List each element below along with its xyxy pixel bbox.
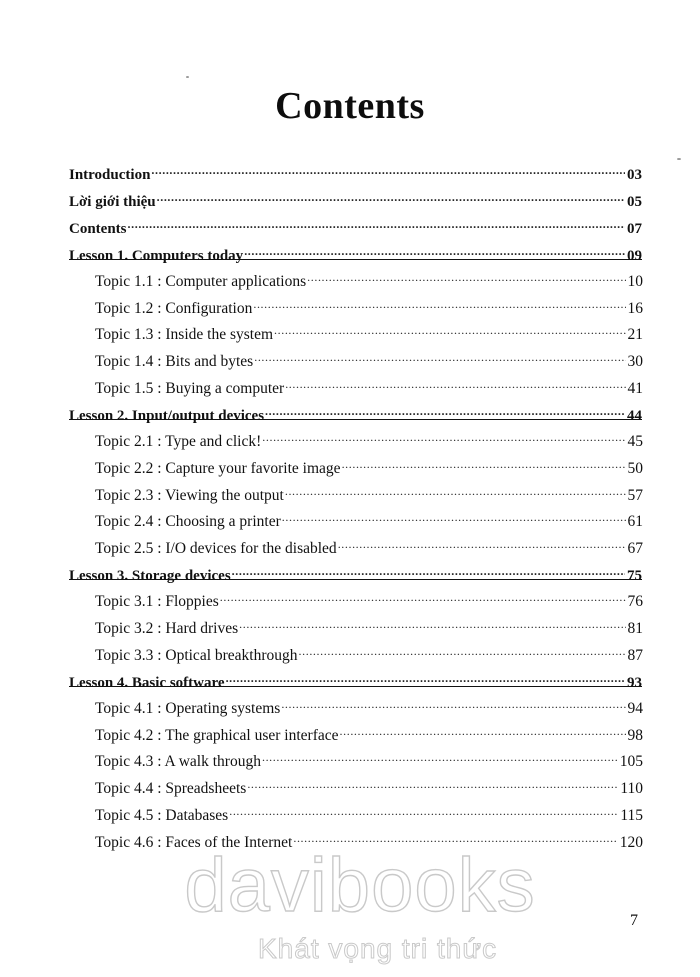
toc-entry-label: Lesson 1. Computers today bbox=[69, 248, 244, 264]
dot-leader bbox=[239, 611, 625, 633]
toc-entry-page: 98 bbox=[627, 727, 643, 744]
toc-entry-label: Lesson 2. Input/output devices bbox=[69, 408, 265, 424]
dot-leader bbox=[285, 478, 626, 500]
toc-entry-topic-2-1[interactable] bbox=[95, 424, 643, 450]
dot-leader bbox=[299, 638, 626, 660]
toc-entry-label: Lesson 4. Basic software bbox=[69, 675, 225, 691]
toc-entry-label: Topic 2.1 : Type and click! bbox=[95, 433, 262, 450]
toc-entry-topic-2-5[interactable] bbox=[95, 531, 643, 557]
toc-entry-contents[interactable] bbox=[69, 211, 642, 237]
toc-entry-topic-1-4[interactable] bbox=[95, 344, 643, 370]
toc-entry-loi-gioi-thieu[interactable] bbox=[69, 184, 642, 210]
toc-entry-page: 09 bbox=[627, 248, 642, 264]
dot-leader bbox=[281, 691, 625, 713]
dot-leader bbox=[307, 264, 625, 286]
toc-entry-page: 44 bbox=[627, 408, 642, 424]
toc-entry-page: 115 bbox=[620, 807, 643, 824]
section-rule bbox=[69, 259, 642, 260]
section-rule bbox=[69, 686, 642, 687]
section-rule bbox=[69, 419, 642, 420]
dot-leader bbox=[265, 398, 625, 420]
toc-entry-topic-2-4[interactable] bbox=[95, 504, 643, 530]
toc-entry-label: Topic 3.1 : Floppies bbox=[95, 593, 219, 610]
toc-entry-page: 45 bbox=[627, 433, 643, 450]
toc-entry-label: Lời giới thiệu bbox=[69, 194, 156, 210]
toc-entry-page: 50 bbox=[627, 460, 643, 477]
dot-leader bbox=[253, 291, 625, 313]
dot-leader bbox=[254, 344, 625, 366]
dot-leader bbox=[340, 718, 626, 740]
scan-speck bbox=[186, 76, 189, 78]
toc-entry-lesson-4[interactable] bbox=[69, 665, 642, 691]
toc-entry-label: Topic 2.5 : I/O devices for the disabled bbox=[95, 540, 337, 557]
dot-leader bbox=[220, 584, 626, 606]
toc-entry-page: 57 bbox=[627, 487, 643, 504]
toc-entry-topic-2-3[interactable] bbox=[95, 478, 643, 504]
toc-entry-label: Contents bbox=[69, 221, 127, 237]
toc-entry-label: Topic 4.1 : Operating systems bbox=[95, 700, 281, 717]
toc-entry-topic-1-2[interactable] bbox=[95, 291, 643, 317]
dot-leader bbox=[229, 798, 618, 820]
page-title: Contents bbox=[275, 85, 425, 127]
toc-entry-page: 87 bbox=[627, 647, 643, 664]
toc-entry-page: 30 bbox=[627, 353, 643, 370]
toc-entry-topic-1-1[interactable] bbox=[95, 264, 643, 290]
toc-entry-label: Introduction bbox=[69, 167, 151, 183]
watermark-brand: davibooks bbox=[184, 843, 536, 928]
toc-entry-label: Topic 1.3 : Inside the system bbox=[95, 326, 274, 343]
dot-leader bbox=[244, 238, 625, 260]
dot-leader bbox=[247, 771, 618, 793]
toc-entry-topic-3-2[interactable] bbox=[95, 611, 643, 637]
toc-entry-lesson-2[interactable] bbox=[69, 398, 642, 424]
dot-leader bbox=[226, 665, 625, 687]
toc-entry-label: Topic 2.3 : Viewing the output bbox=[95, 487, 284, 504]
toc-entry-label: Topic 4.6 : Faces of the Internet bbox=[95, 834, 293, 851]
dot-leader bbox=[282, 504, 626, 526]
dot-leader bbox=[157, 184, 625, 206]
scan-speck bbox=[677, 158, 681, 160]
toc-entry-page: 76 bbox=[627, 593, 643, 610]
toc-entry-page: 03 bbox=[627, 167, 642, 183]
toc-entry-lesson-3[interactable] bbox=[69, 558, 642, 584]
toc-entry-label: Topic 3.2 : Hard drives bbox=[95, 620, 239, 637]
toc-entry-page: 21 bbox=[627, 326, 643, 343]
toc-entry-topic-4-3[interactable] bbox=[95, 744, 643, 770]
toc-entry-label: Topic 4.4 : Spreadsheets bbox=[95, 780, 247, 797]
toc-entry-topic-3-3[interactable] bbox=[95, 638, 643, 664]
toc-entry-label: Topic 1.2 : Configuration bbox=[95, 300, 253, 317]
dot-leader bbox=[338, 531, 626, 553]
toc-entry-topic-4-4[interactable] bbox=[95, 771, 643, 797]
dot-leader bbox=[342, 451, 626, 473]
page-number: 7 bbox=[630, 912, 638, 929]
toc-entry-topic-1-5[interactable] bbox=[95, 371, 643, 397]
toc-entry-lesson-1[interactable] bbox=[69, 238, 642, 264]
dot-leader bbox=[262, 744, 618, 766]
toc-entry-page: 07 bbox=[627, 221, 642, 237]
toc-entry-label: Lesson 3. Storage devices bbox=[69, 568, 231, 584]
toc-entry-page: 41 bbox=[627, 380, 643, 397]
dot-leader bbox=[262, 424, 625, 446]
toc-entry-topic-1-3[interactable] bbox=[95, 317, 643, 343]
toc-entry-topic-4-1[interactable] bbox=[95, 691, 643, 717]
dot-leader bbox=[128, 211, 625, 233]
toc-entry-label: Topic 1.5 : Buying a computer bbox=[95, 380, 285, 397]
watermark-tagline: Khát vọng tri thức bbox=[258, 933, 498, 964]
section-rule bbox=[69, 579, 642, 580]
toc-entry-page: 05 bbox=[627, 194, 642, 210]
dot-leader bbox=[232, 558, 625, 580]
toc-entry-label: Topic 4.2 : The graphical user interface bbox=[95, 727, 339, 744]
toc-entry-page: 120 bbox=[619, 834, 643, 851]
toc-entry-label: Topic 2.4 : Choosing a printer bbox=[95, 513, 281, 530]
toc-entry-label: Topic 1.4 : Bits and bytes bbox=[95, 353, 254, 370]
toc-entry-page: 105 bbox=[619, 753, 643, 770]
toc-entry-page: 94 bbox=[627, 700, 643, 717]
toc-entry-label: Topic 2.2 : Capture your favorite image bbox=[95, 460, 341, 477]
toc-entry-page: 81 bbox=[627, 620, 643, 637]
dot-leader bbox=[274, 317, 625, 339]
toc-entry-page: 67 bbox=[627, 540, 643, 557]
toc-entry-topic-3-1[interactable] bbox=[95, 584, 643, 610]
toc-entry-label: Topic 3.3 : Optical breakthrough bbox=[95, 647, 298, 664]
toc-entry-page: 75 bbox=[627, 568, 642, 584]
toc-entry-label: Topic 4.5 : Databases bbox=[95, 807, 229, 824]
toc-entry-label: Topic 1.1 : Computer applications bbox=[95, 273, 307, 290]
toc-entry-page: 61 bbox=[627, 513, 643, 530]
toc-entry-page: 10 bbox=[627, 273, 643, 290]
toc-entry-page: 16 bbox=[627, 300, 643, 317]
toc-entry-topic-4-5[interactable] bbox=[95, 798, 643, 824]
toc-entry-topic-2-2[interactable] bbox=[95, 451, 643, 477]
dot-leader bbox=[285, 371, 625, 393]
toc-entry-page: 93 bbox=[627, 675, 642, 691]
toc-entry-topic-4-2[interactable] bbox=[95, 718, 643, 744]
toc-entry-introduction[interactable] bbox=[69, 157, 642, 183]
toc-entry-page: 110 bbox=[620, 780, 643, 797]
dot-leader bbox=[151, 157, 625, 179]
toc-entry-label: Topic 4.3 : A walk through bbox=[95, 753, 261, 770]
